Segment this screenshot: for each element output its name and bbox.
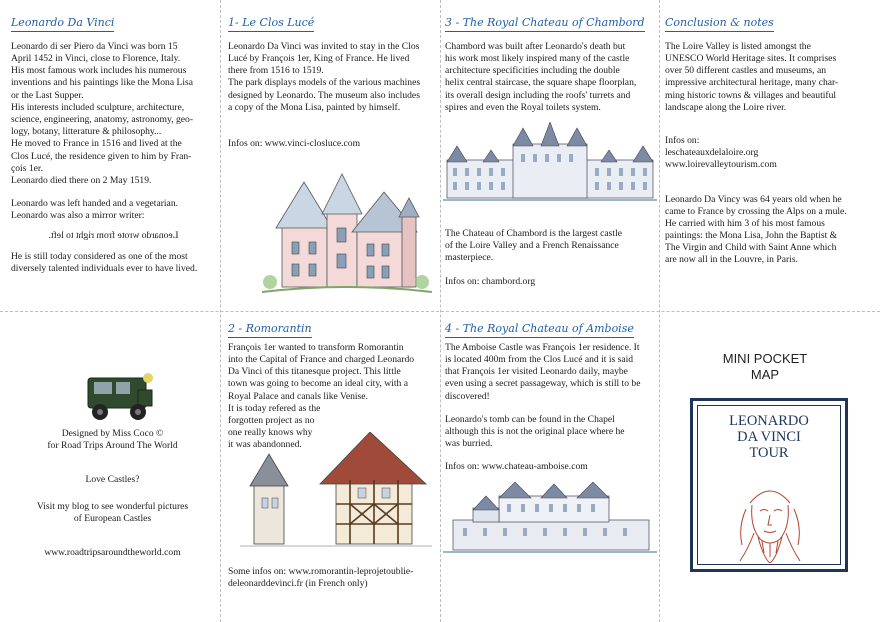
panel-credits [10, 428, 215, 559]
paragraph-line: is located 400m from the Clos Lucé and it is said [445, 354, 634, 366]
paragraph-line: over 50 different castles and museums, an [665, 65, 827, 77]
info-link[interactable]: deleonarddevinci.fr (in French only) [228, 578, 368, 590]
paragraph-line: ming historic towns & villages and beautiful [665, 89, 837, 101]
paragraph-line: discovered! [445, 390, 490, 402]
chambord-illustration [443, 122, 657, 204]
paragraph-line: although this is not the original place where he [445, 426, 625, 437]
paragraph-line: impressive architectural heritage, many char- [665, 77, 839, 89]
paragraph-line: April 1452 in Vinci, close to Florence, Italy. [11, 53, 181, 65]
paragraph-line: Leonardo di ser Piero da Vinci was born 15 [11, 40, 178, 52]
paragraph-line: UNESCO World Heritage sites. It comprises [665, 53, 837, 65]
info-link[interactable]: Infos on: www.chateau-amboise.com [445, 461, 588, 473]
info-link[interactable]: Infos on: www.vinci-closluce.com [228, 138, 361, 149]
paragraph-line: It is today refered as the [228, 402, 321, 414]
paragraph-line: architecture specificities including the double [445, 65, 620, 77]
paragraph-line: was burried. [445, 438, 493, 450]
paragraph-line: his work most likely inspired many of the castle [445, 53, 630, 65]
info-link[interactable]: leschateauxdelaloire.org [665, 147, 759, 159]
paragraph-line: one really knows why [228, 427, 313, 439]
paragraph-line: The Amboise Castle was François 1er residence. It [445, 341, 640, 353]
panel-title: 3 - The Royal Chateau of Chambord [445, 16, 645, 32]
paragraph-line: Leonardo was left handed and a vegetarian. [11, 198, 179, 210]
panel-chambord-lower [445, 228, 657, 288]
panel-chambord [445, 16, 657, 114]
paragraph-line: He is still today considered as one of the most [11, 250, 188, 262]
paragraph-line: Da Vinci of this titanesque project. This little [228, 366, 401, 378]
paragraph-line: His most famous work includes his numerous [11, 65, 187, 77]
info-link[interactable]: Some infos on: www.romorantin-leprojetoublie- [228, 566, 414, 577]
paragraph-line: its overall design including the roofs' turrets and [445, 89, 631, 101]
panel-title: 4 - The Royal Chateau of Amboise [445, 322, 634, 338]
cover-frame-title [693, 413, 845, 462]
panel-title: 2 - Romorantin [228, 322, 312, 338]
paragraph-line: landscape along the Loire river. [665, 101, 787, 113]
blog-url-link[interactable]: www.roadtripsaroundtheworld.com [44, 546, 181, 558]
paragraph-line: into the Capital of France and charged Leonardo [228, 354, 415, 366]
fold-line [0, 311, 880, 312]
clos-luce-illustration [262, 170, 432, 300]
paragraph-line: spires and even the Royal toilets system. [445, 101, 601, 113]
paragraph-line: The Loire Valley is listed amongst the [665, 40, 811, 52]
cover-title-line: TOUR [749, 445, 789, 462]
paragraph-line: Royal Palace and canals like Venise. [228, 390, 368, 402]
cover-title-line: DA VINCI [737, 429, 801, 446]
visit-blog-text: of European Castles [73, 512, 152, 524]
paragraph-line: even using a secret passageway, which is still to be [445, 378, 641, 390]
panel-amboise [445, 322, 657, 474]
paragraph-line: The park displays models of the various machines [228, 77, 421, 89]
paragraph-line: science, engineering, anatomy, astronomy, geo- [11, 114, 194, 125]
paragraph-line: forgotten project as no [228, 415, 315, 426]
jeep-icon [82, 372, 158, 424]
paragraph-line: inventions and his paintings like the Mona Lisa [11, 77, 193, 89]
paragraph-line: Leonardo Da Vincy was 64 years old when he [665, 193, 842, 205]
cover-heading-line: MAP [750, 367, 780, 383]
cover-frame [690, 398, 848, 572]
paragraph-line: a copy of the Mona Lisa, painted by himself. [228, 101, 401, 113]
paragraph-line: Lucé by François 1er, King of France. He lived [228, 53, 410, 65]
paragraph-line: paintings: the Mona Lisa, John the Baptist & [665, 230, 838, 242]
paragraph-line: that François 1er visited Leonardo daily, maybe [445, 366, 628, 378]
visit-blog-text: Visit my blog to see wonderful pictures [36, 500, 189, 512]
paragraph-line: it was abandonned. [228, 439, 302, 451]
romorantin-illustration [240, 432, 432, 552]
leonardo-portrait-icon [730, 475, 810, 563]
paragraph-line: He carried with him 3 of his most famous [665, 217, 825, 229]
paragraph-line: Leonardo was also a mirror writer: [11, 210, 145, 222]
paragraph-line: or the Last Supper. [11, 89, 84, 101]
panel-clos-luce [228, 16, 438, 150]
paragraph-line: helix central staircase, the square shape floorplan, [445, 77, 637, 89]
paragraph-line: logy, botany, litterature & philosophy... [11, 126, 162, 138]
paragraph-line: His interests included sculpture, architecture, [11, 101, 185, 113]
panel-title: Leonardo Da Vinci [11, 16, 114, 32]
panel-leonardo-da-vinci [11, 16, 216, 275]
paragraph-line: Leonardo died there on 2 May 1519. [11, 174, 152, 186]
paragraph-line: The Virgin and Child with Saint Anne which [665, 242, 837, 254]
paragraph-line: The Chateau of Chambord is the largest castle [445, 228, 622, 239]
cover-heading [660, 351, 870, 384]
cover-heading-line: MINI POCKET [722, 351, 808, 366]
paragraph-line: of the Loire Valley and a French Renaissance [445, 240, 619, 252]
paragraph-line: He moved to France in 1516 and lived at the [11, 138, 182, 150]
info-label: Infos on: [665, 135, 700, 146]
paragraph-line: masterpiece. [445, 252, 494, 264]
love-castles-text: Love Castles? [85, 474, 140, 486]
amboise-illustration [443, 478, 657, 558]
paragraph-line: there from 1516 to 1519. [228, 65, 324, 77]
paragraph-line: Leonardo Da Vinci was invited to stay in the Clos [228, 40, 420, 52]
info-link[interactable]: www.loirevalleytourism.com [665, 159, 777, 171]
paragraph-line: town was going to become an ideal city, with a [228, 378, 409, 390]
panel-title: 1- Le Clos Lucé [228, 16, 314, 32]
paragraph-line: Clos Lucé, the residence given to him by Fran- [11, 150, 192, 162]
paragraph-line: diversely talented individuals ever to have lived. [11, 262, 198, 274]
panel-romorantin-info [228, 566, 440, 590]
paragraph-line: designed by Leonardo. The museum also includes [228, 89, 420, 101]
paragraph-line: François 1er wanted to transform Romorantin [228, 341, 404, 353]
info-link[interactable]: Infos on: chambord.org [445, 275, 536, 287]
paragraph-line: çois 1er. [11, 162, 43, 174]
panel-title: Conclusion & notes [665, 16, 774, 32]
credit-line: for Road Trips Around The World [47, 440, 178, 452]
mirror-writing: Leonardo wrote from right to left. [48, 230, 179, 242]
paragraph-line: are now all in the Louvre, in Paris. [665, 254, 798, 266]
cover-title-line: LEONARDO [729, 413, 809, 429]
paragraph-line: Chambord was built after Leonardo's death but [445, 40, 626, 52]
panel-conclusion [665, 16, 875, 267]
paragraph-line: Leonardo's tomb can be found in the Chapel [445, 413, 615, 425]
paragraph-line: came to France by crossing the Alps on a mule. [665, 205, 847, 217]
credit-line: Designed by Miss Coco © [61, 428, 164, 439]
